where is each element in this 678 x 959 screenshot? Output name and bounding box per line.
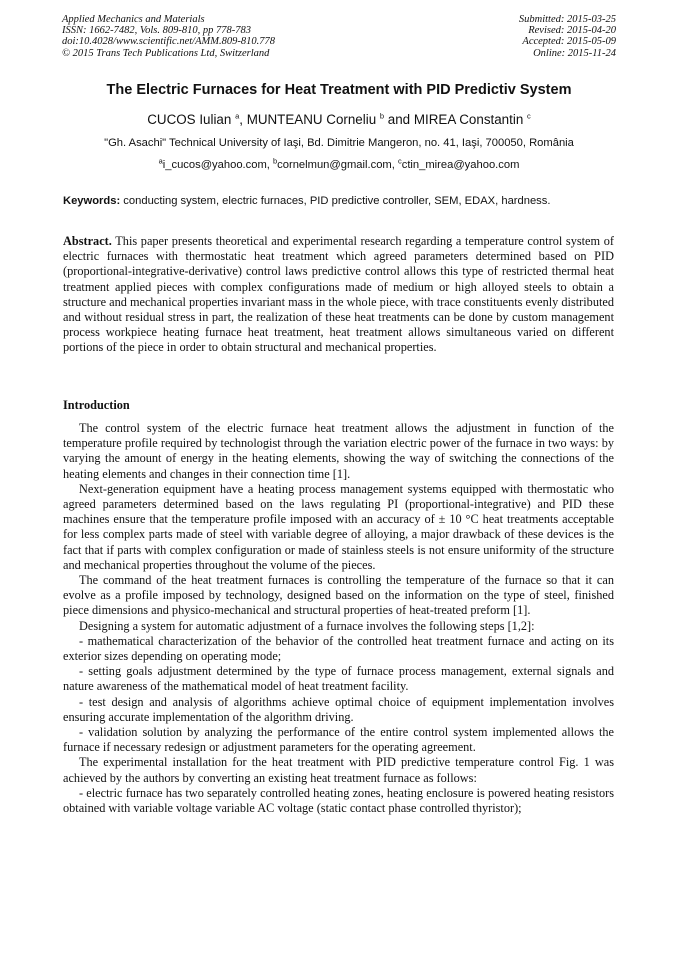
author-1: CUCOS Iulian bbox=[147, 112, 232, 127]
intro-list-item: - electric furnace has two separately controlled heating zones, heating enclosure is powered heating resistors obtained with variable voltage variable AC voltage (static contact phase controlled thyristor); bbox=[63, 785, 614, 816]
email-b-sup: b bbox=[273, 156, 278, 166]
intro-paragraph: Designing a system for automatic adjustment of a furnace involves the following steps [1,2]: bbox=[79, 618, 535, 633]
keywords bbox=[63, 195, 615, 207]
journal-header-left bbox=[62, 14, 275, 59]
author-2: MUNTEANU Corneliu bbox=[246, 112, 377, 127]
author-separator: , bbox=[239, 112, 247, 127]
intro-paragraph: The experimental installation for the heat treatment with PID predictive temperature control Fig. 1 was achieved by the authors by converting an existing heat treatment furnace as follows: bbox=[63, 755, 614, 785]
author-emails bbox=[40, 156, 638, 171]
keywords-label: Keywords: bbox=[63, 195, 121, 207]
paper-title: The Electric Furnaces for Heat Treatment with PID Predictiv System bbox=[106, 82, 572, 98]
issn: ISSN: 1662-7482, Vols. 809-810, pp 778-783 bbox=[62, 25, 251, 37]
introduction-heading: Introduction bbox=[63, 398, 130, 412]
author-separator: and bbox=[384, 112, 414, 127]
submitted-date: Submitted: 2015-03-25 bbox=[518, 14, 616, 25]
email-b: cornelmun@gmail.com, bbox=[277, 159, 398, 171]
abstract bbox=[63, 234, 614, 356]
journal-header-right bbox=[519, 14, 616, 59]
journal-name: Applied Mechanics and Materials bbox=[62, 14, 205, 25]
doi: doi:10.4028/www.scientific.net/AMM.809-810.778 bbox=[62, 36, 275, 48]
copyright: © 2015 Trans Tech Publications Ltd, Switzerland bbox=[62, 47, 270, 59]
author-2-sup: b bbox=[379, 111, 385, 121]
email-a-sup: a bbox=[158, 156, 163, 166]
accepted-date: Accepted: 2015-05-09 bbox=[522, 36, 616, 48]
abstract-text: This paper presents theoretical and experimental research regarding a temperature control system of electric furnaces with thermostatic heat treatment which agreed parameters determined based on PID (proportional-integrative-derivative) control laws predictive control allows this type of restricted thermal heat treatment applied pieces with complex configurations made of medium or high alloyed steels to obtain a structure and mechanical properties invariant mass in the whole piece, with trace constituents evenly distributed and without residual stress in part, the realization of these heat treatments can be done by custom management process workpiece heating furnace heat treatment, heat treatment allows simultaneous varied on different portions of the piece in order to obtain structural and mechanical properties. bbox=[63, 234, 614, 355]
author-1-sup: a bbox=[235, 111, 240, 121]
email-a: i_cucos@yahoo.com, bbox=[162, 159, 273, 171]
intro-list-item: - test design and analysis of algorithms achieve optimal choice of equipment implementation involves ensuring accurate implementation of the algorithm driving. bbox=[63, 694, 614, 724]
intro-list-item: - validation solution by analyzing the performance of the entire control system implemented allows the furnace if necessary redesign or adjustment parameters for the operating agreement. bbox=[63, 725, 614, 755]
abstract-paragraph bbox=[63, 234, 614, 356]
intro-list-item: - setting goals adjustment determined by the type of furnace process management, external signals and nature awareness of the mathematical model of heat treatment facility. bbox=[63, 664, 614, 694]
intro-paragraph: Next-generation equipment have a heating process management systems equipped with thermostatic who agreed parameters determined based on the laws regulating PI (proportional-integrative) and PID these machines ensure that the temperature profile imposed with an accuracy of ± 10 °C heat treatments acceptable for less complex parts made of steel with variable degree of alloying, a major drawback of these devices is the fact that if parts with complex configuration or made of stainless steels is not ensure uniformity of the structure and mechanical properties throughout the volume of the pieces. bbox=[63, 481, 614, 572]
intro-paragraph: The command of the heat treatment furnaces is controlling the temperature of the furnace so that it can evolve as a profile imposed by technology, designed based on the information on the type of steel, finished piece dimensions and physico-mechanical and structural properties of heat-treated preform [1]. bbox=[63, 573, 614, 618]
revised-date: Revised: 2015-04-20 bbox=[528, 25, 616, 37]
online-date: Online: 2015-11-24 bbox=[533, 47, 616, 59]
introduction-body bbox=[63, 421, 614, 816]
email-c-sup: c bbox=[397, 156, 402, 166]
author-3: MIREA Constantin bbox=[413, 112, 524, 127]
keywords-text: conducting system, electric furnaces, PID predictive controller, SEM, EDAX, hardness. bbox=[120, 195, 551, 207]
intro-list-item: - mathematical characterization of the behavior of the controlled heat treatment furnace and acting on its exterior sizes depending on operating mode; bbox=[63, 633, 614, 664]
abstract-label: Abstract. bbox=[63, 234, 112, 248]
affiliation: "Gh. Asachi" Technical University of Iaşi, Bd. Dimitrie Mangeron, no. 41, Iaşi, 700050, România bbox=[104, 137, 574, 149]
author-list bbox=[40, 112, 638, 127]
author-3-sup: c bbox=[527, 111, 531, 121]
email-c: ctin_mirea@yahoo.com bbox=[401, 159, 520, 171]
intro-paragraph: The control system of the electric furnace heat treatment allows the adjustment in function of the temperature profile required by technologist through the variation electric power of the furnace in two ways: by varying the amount of energy in the heating elements, showing the way of switching the connections of the heating elements and changes in their connection time [1]. bbox=[63, 421, 614, 481]
